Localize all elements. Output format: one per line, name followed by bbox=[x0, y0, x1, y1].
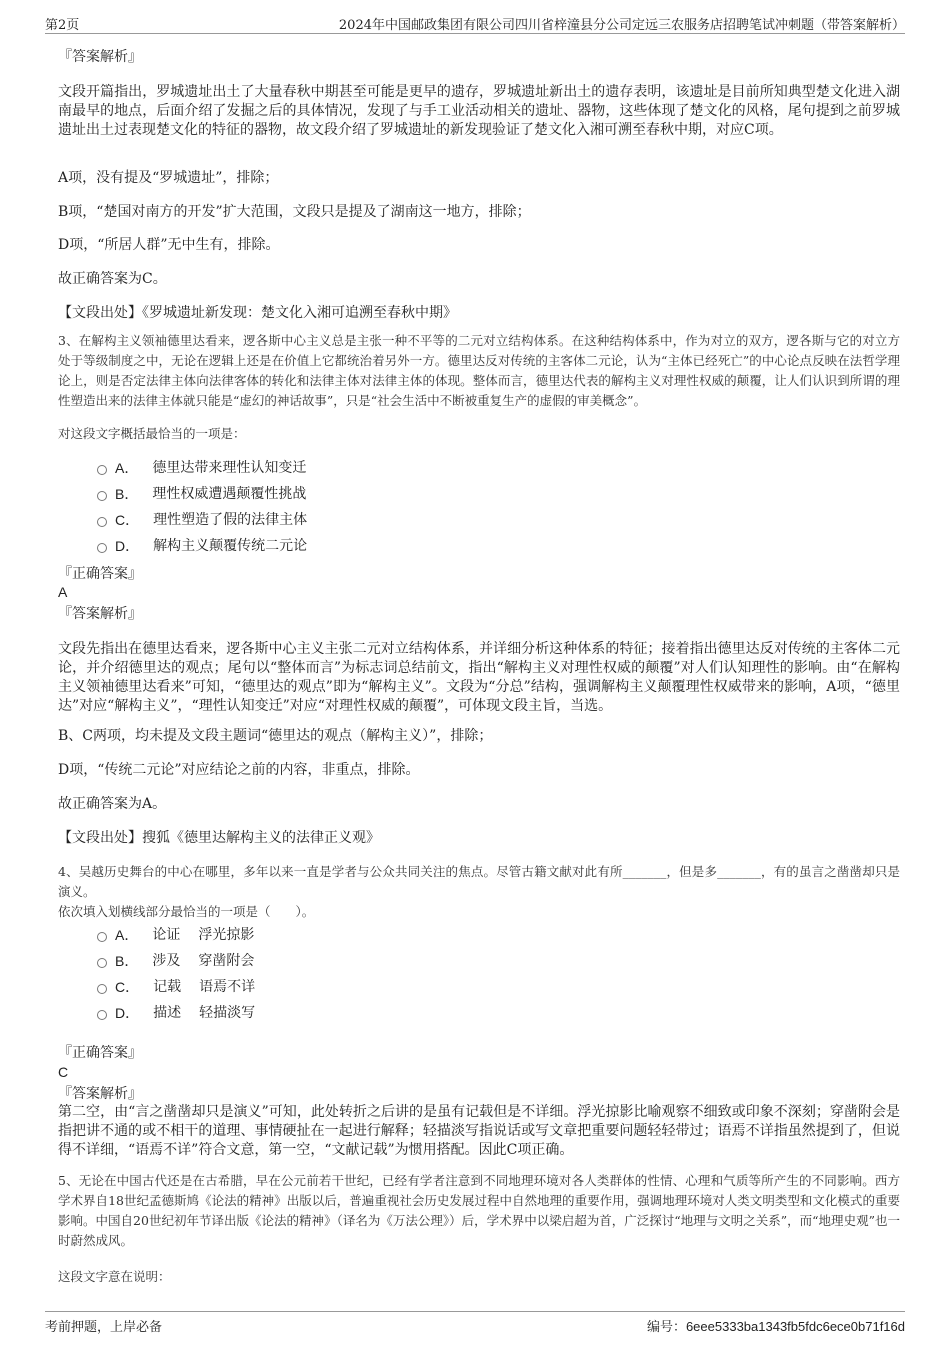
q3-option-b[interactable] bbox=[97, 484, 306, 504]
question-4-prompt: 依次填入划横线部分最恰当的一项是（ ）。 bbox=[58, 904, 315, 919]
option-letter: D． bbox=[115, 538, 140, 554]
q4-option-c[interactable] bbox=[97, 977, 255, 997]
option-letter: C． bbox=[115, 512, 140, 528]
radio-icon[interactable] bbox=[97, 1010, 107, 1020]
option-word-2: 穿凿附会 bbox=[198, 953, 255, 969]
source-citation: 【文段出处】《罗城遗址新发现：楚文化入湘可追溯至春秋中期》 bbox=[58, 305, 457, 321]
option-letter: B． bbox=[115, 486, 139, 502]
source-citation: 【文段出处】搜狐《德里达解构主义的法律正义观》 bbox=[58, 830, 380, 846]
option-word-1: 记载 bbox=[153, 979, 182, 995]
analysis-label: 『答案解析』 bbox=[58, 606, 142, 622]
option-word-2: 语焉不详 bbox=[199, 979, 256, 995]
page-number: 第2页 bbox=[45, 18, 80, 33]
q4-option-d[interactable] bbox=[97, 1003, 255, 1023]
analysis-text: 第二空，由“言之凿凿却只是演义”可知，此处转折之后讲的是虽有记载但是不详细。浮光掠影比喻观察不细致或印象不深刻；穿凿附会是指把讲不通的或不相干的道理、事情硬扯在一起进行解释；轻描淡写指说话或写文章把重要问题轻轻带过；语焉不详指虽然提到了，但说得不详细，“语焉不详”符合文意，第一空，“文献记载”为惯用搭配。因此C项正确。 bbox=[58, 1104, 900, 1158]
answer-statement: 故正确答案为A。 bbox=[58, 796, 167, 812]
analysis-option-b: B项，“楚国对南方的开发”扩大范围，文段只是提及了湖南这一地方，排除； bbox=[58, 204, 531, 220]
radio-icon[interactable] bbox=[97, 932, 107, 942]
radio-icon[interactable] bbox=[97, 543, 107, 553]
answer-statement: 故正确答案为C。 bbox=[58, 271, 167, 287]
correct-answer-label: 『正确答案』 bbox=[58, 566, 142, 582]
question-3-prompt: 对这段文字概括最恰当的一项是： bbox=[58, 426, 246, 441]
question-5-prompt: 这段文字意在说明： bbox=[58, 1269, 171, 1284]
radio-icon[interactable] bbox=[97, 984, 107, 994]
option-letter: A． bbox=[115, 927, 139, 943]
option-letter: C． bbox=[115, 979, 140, 995]
page-header bbox=[45, 12, 905, 34]
analysis-option-a: A项，没有提及“罗城遗址”，排除； bbox=[58, 170, 279, 186]
option-word-2: 轻描淡写 bbox=[199, 1005, 256, 1021]
option-text: 解构主义颠覆传统二元论 bbox=[153, 538, 308, 554]
analysis-options-bc: B、C两项，均未提及文段主题词“德里达的观点（解构主义）”，排除； bbox=[58, 728, 493, 744]
q4-option-b[interactable] bbox=[97, 951, 254, 971]
q3-option-c[interactable] bbox=[97, 510, 307, 530]
analysis-label: 『答案解析』 bbox=[58, 1086, 142, 1102]
analysis-label: 『答案解析』 bbox=[58, 49, 142, 65]
option-word-1: 涉及 bbox=[152, 953, 181, 969]
page-footer bbox=[45, 1311, 905, 1335]
question-3-stem: 3、在解构主义领袖德里达看来，逻各斯中心主义总是主张一种不平等的二元对立结构体系。在这种结构体系中，作为对立的双方，逻各斯与它的对立方处于等级制度之中，无论在逻辑上还是在价值上它都统治着另外一方。德里达反对传统的主客体二元论，认为“主体已经死亡”的中心论点反映在法哲学理论上，则是否定法律主体向法律客体的转化和法律主体对法律主体的体现。整体而言，德里达代表的解构主义对理性权威的颠覆，让人们认识到所谓的理性塑造出来的法律主体就只能是“虚幻的神话故事”，只是“社会生活中不断被重复生产的虚假的审美概念”。 bbox=[58, 333, 900, 408]
option-letter: A． bbox=[115, 460, 139, 476]
analysis-text: 文段开篇指出，罗城遗址出土了大量春秋中期甚至可能是更早的遗存，罗城遗址新出土的遗存表明，该遗址是目前所知典型楚文化进入湖南最早的地点，后面介绍了发掘之后的具体情况，发现了与手工业活动相关的遗址、器物，这些体现了楚文化的风格，尾句提到之前罗城遗址出土过表现楚文化的特征的器物，故文段介绍了罗城遗址的新发现验证了楚文化入湘可溯至春秋中期，对应C项。 bbox=[58, 84, 900, 138]
q4-option-a[interactable] bbox=[97, 925, 254, 945]
option-word-1: 论证 bbox=[152, 927, 181, 943]
analysis-option-d: D项，“所居人群”无中生有，排除。 bbox=[58, 237, 280, 253]
correct-answer: C bbox=[58, 1064, 69, 1080]
correct-answer: A bbox=[58, 584, 68, 600]
option-letter: B． bbox=[115, 953, 139, 969]
question-5-stem: 5、无论在中国古代还是在古希腊，早在公元前若干世纪，已经有学者注意到不同地理环境对各人类群体的性情、心理和气质等所产生的不同影响。西方学术界自18世纪孟德斯鸠《论法的精神》出版以后，普遍重视社会历史发展过程中自然地理的重要作用，强调地理环境对人类文明类型和文化模式的重要影响。中国自20世纪初年节译出版《论法的精神》（译名为《万法公理》）后，学术界中以梁启超为首，广泛探讨“地理与文明之关系”，而“地理史观”也一时蔚然成风。 bbox=[58, 1173, 900, 1248]
option-text: 德里达带来理性认知变迁 bbox=[152, 460, 307, 476]
question-4-stem: 4、吴越历史舞台的中心在哪里，多年以来一直是学者与公众共同关注的焦点。尽管古籍文献对此有所_______，但是多_______，有的虽言之凿凿却只是演义。 bbox=[58, 864, 900, 899]
document-title: 2024年中国邮政集团有限公司四川省梓潼县分公司定远三农服务店招聘笔试冲刺题（带答案解析） bbox=[338, 18, 905, 33]
analysis-text: 文段先指出在德里达看来，逻各斯中心主义主张二元对立结构体系，并详细分析这种体系的特征；接着指出德里达反对传统的主客体二元论，并介绍德里达的观点；尾句以“整体而言”为标志词总结前文，指出“解构主义对理性权威的颠覆”对人们认知理性的影响。由“在解构主义领袖德里达看来”可知，“德里达的观点”即为“解构主义”。文段为“分总”结构，强调解构主义颠覆理性权威带来的影响，A项，“德里达”对应“解构主义”，“理性认知变迁”对应“对理性权威的颠覆”，可体现文段主旨，当选。 bbox=[58, 641, 900, 714]
radio-icon[interactable] bbox=[97, 517, 107, 527]
document-id: 编号：6eee5333ba1343fb5fdc6ece0b71f16d bbox=[646, 1319, 905, 1334]
q3-option-a[interactable] bbox=[97, 458, 306, 478]
option-letter: D． bbox=[115, 1005, 140, 1021]
option-text: 理性塑造了假的法律主体 bbox=[153, 512, 308, 528]
radio-icon[interactable] bbox=[97, 491, 107, 501]
correct-answer-label: 『正确答案』 bbox=[58, 1045, 142, 1061]
q3-option-d[interactable] bbox=[97, 536, 307, 556]
footer-slogan: 考前押题，上岸必备 bbox=[45, 1320, 163, 1335]
radio-icon[interactable] bbox=[97, 465, 107, 475]
option-word-1: 描述 bbox=[153, 1005, 182, 1021]
analysis-option-d: D项，“传统二元论”对应结论之前的内容，非重点，排除。 bbox=[58, 762, 420, 778]
option-word-2: 浮光掠影 bbox=[198, 927, 255, 943]
option-text: 理性权威遭遇颠覆性挑战 bbox=[152, 486, 307, 502]
radio-icon[interactable] bbox=[97, 958, 107, 968]
